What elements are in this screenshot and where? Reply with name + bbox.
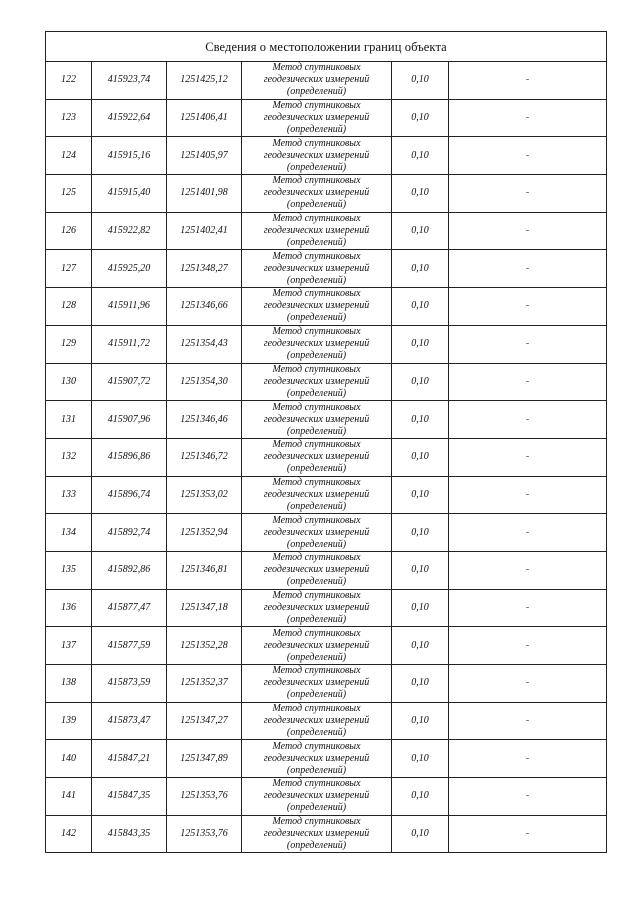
y-coordinate-cell: 1251425,12 xyxy=(167,62,242,100)
y-coordinate-cell: 1251347,27 xyxy=(167,702,242,740)
method-text-line: (определений) xyxy=(286,350,347,362)
method-cell xyxy=(242,665,392,703)
table-row xyxy=(46,589,607,627)
x-coordinate-cell: 415896,74 xyxy=(92,476,167,514)
method-text-line: Метод спутниковых xyxy=(272,665,361,677)
point-number-cell: 124 xyxy=(46,137,92,175)
method-text-line: геодезических измерений xyxy=(263,451,370,463)
method-cell xyxy=(242,438,392,476)
note-cell: - xyxy=(449,514,607,552)
note-cell: - xyxy=(449,551,607,589)
accuracy-cell: 0,10 xyxy=(392,288,449,326)
point-number-cell: 130 xyxy=(46,363,92,401)
table-row xyxy=(46,778,607,816)
point-number-cell: 142 xyxy=(46,815,92,853)
method-text-line: геодезических измерений xyxy=(263,74,370,86)
method-cell xyxy=(242,551,392,589)
point-number-cell: 125 xyxy=(46,175,92,213)
point-number-cell: 128 xyxy=(46,288,92,326)
accuracy-cell: 0,10 xyxy=(392,740,449,778)
method-text-line: (определений) xyxy=(286,651,347,663)
method-cell xyxy=(242,740,392,778)
table-row xyxy=(46,401,607,439)
y-coordinate-cell: 1251354,43 xyxy=(167,325,242,363)
table-title-row xyxy=(46,32,607,62)
point-number-cell: 134 xyxy=(46,514,92,552)
method-cell xyxy=(242,99,392,137)
y-coordinate-cell: 1251405,97 xyxy=(167,137,242,175)
method-text-line: геодезических измерений xyxy=(263,677,370,689)
method-text-line: геодезических измерений xyxy=(263,338,370,350)
method-text-line: Метод спутниковых xyxy=(272,514,361,526)
y-coordinate-cell: 1251406,41 xyxy=(167,99,242,137)
accuracy-cell: 0,10 xyxy=(392,627,449,665)
method-text-line: геодезических измерений xyxy=(263,828,370,840)
method-text-line: Метод спутниковых xyxy=(272,778,361,790)
note-cell: - xyxy=(449,778,607,816)
y-coordinate-cell: 1251402,41 xyxy=(167,212,242,250)
point-number-cell: 132 xyxy=(46,438,92,476)
point-number-cell: 140 xyxy=(46,740,92,778)
method-text-line: (определений) xyxy=(286,538,347,550)
table-row xyxy=(46,137,607,175)
method-text-line: (определений) xyxy=(286,425,347,437)
note-cell: - xyxy=(449,137,607,175)
method-text-line: (определений) xyxy=(286,764,347,776)
y-coordinate-cell: 1251353,02 xyxy=(167,476,242,514)
x-coordinate-cell: 415915,40 xyxy=(92,175,167,213)
accuracy-cell: 0,10 xyxy=(392,551,449,589)
y-coordinate-cell: 1251352,28 xyxy=(167,627,242,665)
method-text-line: Метод спутниковых xyxy=(272,740,361,752)
method-cell xyxy=(242,250,392,288)
y-coordinate-cell: 1251346,66 xyxy=(167,288,242,326)
method-text-line: Метод спутниковых xyxy=(272,213,361,225)
table-row xyxy=(46,212,607,250)
point-number-cell: 136 xyxy=(46,589,92,627)
table-row xyxy=(46,740,607,778)
method-text-line: Метод спутниковых xyxy=(272,137,361,149)
method-text-line: геодезических измерений xyxy=(263,413,370,425)
note-cell: - xyxy=(449,665,607,703)
method-text-line: (определений) xyxy=(286,237,347,249)
y-coordinate-cell: 1251346,72 xyxy=(167,438,242,476)
method-text-line: (определений) xyxy=(286,802,347,814)
method-cell xyxy=(242,589,392,627)
method-text-line: Метод спутниковых xyxy=(272,627,361,639)
y-coordinate-cell: 1251353,76 xyxy=(167,815,242,853)
table-title: Сведения о местоположении границ объекта xyxy=(46,32,607,62)
x-coordinate-cell: 415847,35 xyxy=(92,778,167,816)
method-text-line: (определений) xyxy=(286,463,347,475)
method-text-line: геодезических измерений xyxy=(263,790,370,802)
method-cell xyxy=(242,702,392,740)
table-row xyxy=(46,665,607,703)
y-coordinate-cell: 1251354,30 xyxy=(167,363,242,401)
accuracy-cell: 0,10 xyxy=(392,778,449,816)
table-row xyxy=(46,99,607,137)
note-cell: - xyxy=(449,740,607,778)
table-row xyxy=(46,325,607,363)
accuracy-cell: 0,10 xyxy=(392,815,449,853)
table-row xyxy=(46,288,607,326)
accuracy-cell: 0,10 xyxy=(392,702,449,740)
note-cell: - xyxy=(449,325,607,363)
x-coordinate-cell: 415922,82 xyxy=(92,212,167,250)
x-coordinate-cell: 415907,96 xyxy=(92,401,167,439)
accuracy-cell: 0,10 xyxy=(392,589,449,627)
document-page xyxy=(45,31,606,853)
point-number-cell: 138 xyxy=(46,665,92,703)
method-text-line: (определений) xyxy=(286,727,347,739)
table-row xyxy=(46,363,607,401)
method-cell xyxy=(242,288,392,326)
table-row xyxy=(46,627,607,665)
table-row xyxy=(46,476,607,514)
x-coordinate-cell: 415877,59 xyxy=(92,627,167,665)
note-cell: - xyxy=(449,438,607,476)
point-number-cell: 139 xyxy=(46,702,92,740)
note-cell: - xyxy=(449,175,607,213)
method-cell xyxy=(242,514,392,552)
point-number-cell: 137 xyxy=(46,627,92,665)
method-text-line: (определений) xyxy=(286,161,347,173)
method-text-line: геодезических измерений xyxy=(263,488,370,500)
method-cell xyxy=(242,325,392,363)
method-text-line: Метод спутниковых xyxy=(272,816,361,828)
method-text-line: Метод спутниковых xyxy=(272,326,361,338)
point-number-cell: 122 xyxy=(46,62,92,100)
point-number-cell: 126 xyxy=(46,212,92,250)
accuracy-cell: 0,10 xyxy=(392,514,449,552)
method-text-line: (определений) xyxy=(286,199,347,211)
method-text-line: геодезических измерений xyxy=(263,112,370,124)
y-coordinate-cell: 1251352,37 xyxy=(167,665,242,703)
x-coordinate-cell: 415911,96 xyxy=(92,288,167,326)
method-text-line: геодезических измерений xyxy=(263,526,370,538)
method-cell xyxy=(242,401,392,439)
y-coordinate-cell: 1251346,81 xyxy=(167,551,242,589)
method-text-line: геодезических измерений xyxy=(263,187,370,199)
y-coordinate-cell: 1251348,27 xyxy=(167,250,242,288)
x-coordinate-cell: 415873,59 xyxy=(92,665,167,703)
method-text-line: Метод спутниковых xyxy=(272,62,361,74)
table-row xyxy=(46,250,607,288)
method-text-line: геодезических измерений xyxy=(263,639,370,651)
method-text-line: (определений) xyxy=(286,274,347,286)
method-cell xyxy=(242,778,392,816)
method-cell xyxy=(242,476,392,514)
method-text-line: геодезических измерений xyxy=(263,752,370,764)
point-number-cell: 141 xyxy=(46,778,92,816)
accuracy-cell: 0,10 xyxy=(392,99,449,137)
note-cell: - xyxy=(449,62,607,100)
accuracy-cell: 0,10 xyxy=(392,401,449,439)
method-cell xyxy=(242,815,392,853)
method-text-line: геодезических измерений xyxy=(263,375,370,387)
point-number-cell: 135 xyxy=(46,551,92,589)
y-coordinate-cell: 1251352,94 xyxy=(167,514,242,552)
accuracy-cell: 0,10 xyxy=(392,325,449,363)
x-coordinate-cell: 415847,21 xyxy=(92,740,167,778)
y-coordinate-cell: 1251401,98 xyxy=(167,175,242,213)
note-cell: - xyxy=(449,815,607,853)
method-text-line: геодезических измерений xyxy=(263,715,370,727)
method-text-line: (определений) xyxy=(286,840,347,852)
x-coordinate-cell: 415892,74 xyxy=(92,514,167,552)
accuracy-cell: 0,10 xyxy=(392,62,449,100)
point-number-cell: 129 xyxy=(46,325,92,363)
point-number-cell: 127 xyxy=(46,250,92,288)
accuracy-cell: 0,10 xyxy=(392,476,449,514)
accuracy-cell: 0,10 xyxy=(392,250,449,288)
x-coordinate-cell: 415892,86 xyxy=(92,551,167,589)
method-text-line: Метод спутниковых xyxy=(272,703,361,715)
method-cell xyxy=(242,62,392,100)
method-text-line: геодезических измерений xyxy=(263,300,370,312)
table-row xyxy=(46,62,607,100)
x-coordinate-cell: 415873,47 xyxy=(92,702,167,740)
y-coordinate-cell: 1251347,89 xyxy=(167,740,242,778)
method-cell xyxy=(242,175,392,213)
method-text-line: Метод спутниковых xyxy=(272,175,361,187)
method-text-line: геодезических измерений xyxy=(263,564,370,576)
accuracy-cell: 0,10 xyxy=(392,137,449,175)
method-text-line: Метод спутниковых xyxy=(272,552,361,564)
method-text-line: Метод спутниковых xyxy=(272,363,361,375)
method-text-line: Метод спутниковых xyxy=(272,100,361,112)
method-text-line: Метод спутниковых xyxy=(272,476,361,488)
table-row xyxy=(46,175,607,213)
x-coordinate-cell: 415915,16 xyxy=(92,137,167,175)
method-cell xyxy=(242,627,392,665)
point-number-cell: 123 xyxy=(46,99,92,137)
method-text-line: (определений) xyxy=(286,576,347,588)
accuracy-cell: 0,10 xyxy=(392,438,449,476)
note-cell: - xyxy=(449,250,607,288)
method-text-line: Метод спутниковых xyxy=(272,589,361,601)
method-text-line: (определений) xyxy=(286,500,347,512)
method-text-line: Метод спутниковых xyxy=(272,439,361,451)
method-text-line: (определений) xyxy=(286,613,347,625)
method-cell xyxy=(242,137,392,175)
note-cell: - xyxy=(449,363,607,401)
accuracy-cell: 0,10 xyxy=(392,212,449,250)
x-coordinate-cell: 415896,86 xyxy=(92,438,167,476)
note-cell: - xyxy=(449,589,607,627)
method-text-line: Метод спутниковых xyxy=(272,401,361,413)
y-coordinate-cell: 1251353,76 xyxy=(167,778,242,816)
method-cell xyxy=(242,212,392,250)
table-row xyxy=(46,815,607,853)
method-text-line: Метод спутниковых xyxy=(272,288,361,300)
method-text-line: геодезических измерений xyxy=(263,149,370,161)
note-cell: - xyxy=(449,212,607,250)
method-text-line: (определений) xyxy=(286,689,347,701)
boundary-coordinates-table xyxy=(45,31,607,853)
method-text-line: (определений) xyxy=(286,387,347,399)
note-cell: - xyxy=(449,627,607,665)
method-text-line: (определений) xyxy=(286,312,347,324)
method-text-line: геодезических измерений xyxy=(263,601,370,613)
accuracy-cell: 0,10 xyxy=(392,363,449,401)
table-row xyxy=(46,438,607,476)
x-coordinate-cell: 415923,74 xyxy=(92,62,167,100)
note-cell: - xyxy=(449,476,607,514)
y-coordinate-cell: 1251346,46 xyxy=(167,401,242,439)
table-row xyxy=(46,514,607,552)
x-coordinate-cell: 415925,20 xyxy=(92,250,167,288)
x-coordinate-cell: 415843,35 xyxy=(92,815,167,853)
y-coordinate-cell: 1251347,18 xyxy=(167,589,242,627)
table-row xyxy=(46,702,607,740)
x-coordinate-cell: 415911,72 xyxy=(92,325,167,363)
x-coordinate-cell: 415877,47 xyxy=(92,589,167,627)
x-coordinate-cell: 415907,72 xyxy=(92,363,167,401)
point-number-cell: 133 xyxy=(46,476,92,514)
accuracy-cell: 0,10 xyxy=(392,175,449,213)
note-cell: - xyxy=(449,288,607,326)
x-coordinate-cell: 415922,64 xyxy=(92,99,167,137)
table-row xyxy=(46,551,607,589)
method-cell xyxy=(242,363,392,401)
method-text-line: геодезических измерений xyxy=(263,262,370,274)
method-text-line: Метод спутниковых xyxy=(272,250,361,262)
method-text-line: (определений) xyxy=(286,124,347,136)
note-cell: - xyxy=(449,99,607,137)
method-text-line: (определений) xyxy=(286,86,347,98)
note-cell: - xyxy=(449,401,607,439)
note-cell: - xyxy=(449,702,607,740)
accuracy-cell: 0,10 xyxy=(392,665,449,703)
point-number-cell: 131 xyxy=(46,401,92,439)
method-text-line: геодезических измерений xyxy=(263,225,370,237)
